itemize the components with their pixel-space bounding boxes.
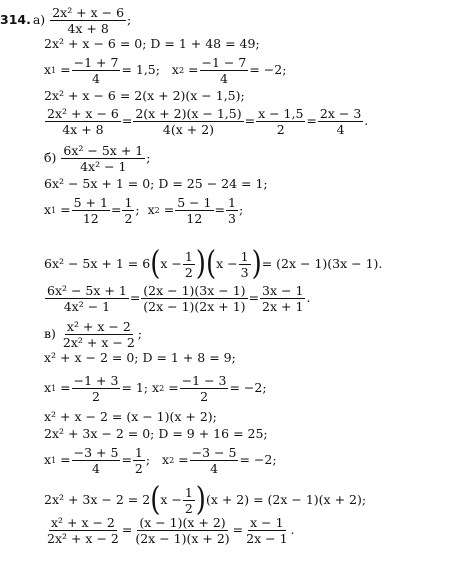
line-c-simplification: $\frac{\text{x² + x − 2}}{\text{2x² + x − 2}}$ = $\frac{(x - 1)(x + 2)}{(2x - 1)(x + 2)}$ = $\frac{x - 1}{2x - 1}$ . (47, 515, 295, 547)
line-b-equation: 6x² − 5x + 1 = 0; D = 25 − 24 = 1; (44, 176, 268, 191)
line-b-roots: x 1 = $\frac{5 + 1}{12}$ = $\frac{1}{2}$ ; x 2 = $\frac{5 - 1}{12}$ = $\frac{1}{3}$ ; (44, 195, 244, 227)
line-b-factorization: 6x² − 5x + 1 = 6 ( x − $\frac{1}{2}$ ) ( x − $\frac{1}{3}$ ) = (2x − 1)(3x − 1). (44, 245, 383, 283)
line-a-factorization: 2x² + x − 6 = 2(x + 2)(x − 1,5); (44, 88, 245, 103)
line-c-factorization: x² + x − 2 = (x − 1)(x + 2); (44, 409, 217, 424)
line-c-roots-2: x 1 = $\frac{-3 + 5}{4}$ = $\frac{1}{2}$ ; x 2 = $\frac{-3 - 5}{4}$ = −2; (44, 445, 277, 477)
part-c-label: в) (44, 326, 56, 342)
line-a-roots: x 1 = $\frac{-1 + 7}{4}$ = 1,5; x 2 = $\frac{-1 - 7}{4}$ = −2; (44, 55, 287, 87)
fraction: 2x² + x − 6 4x + 8 (52, 5, 125, 37)
part-a-label: а) (32, 12, 46, 28)
part-b-label: б) (44, 150, 57, 166)
line-c-equation-2: 2x² + 3x − 2 = 0; D = 9 + 16 = 25; (44, 426, 268, 441)
problem-number: 314. (0, 12, 31, 28)
line-b-simplification: $\frac{\text{6x² − 5x + 1}}{\text{4x² − 1}}$ = $\frac{(2x - 1)(3x - 1)}{(2x - 1)(2x + 1)}$ = $\frac{3x - 1}{2x + 1}$ . (47, 283, 311, 315)
line-a-simplification: $\frac{\text{2x² + x − 6}}{4x + 8}$ = $\frac{2(x + 2)(x - 1,5)}{4(x + 2)}$ = $\frac{x - 1,5}{2}$ = $\frac{2x - 3}{4}$ . (47, 106, 369, 138)
line-c-equation: x² + x − 2 = 0; D = 1 + 8 = 9; (44, 350, 236, 365)
line-a-equation: 2x² + x − 6 = 0; D = 1 + 48 = 49; (44, 36, 260, 51)
line-c-expression: в) x² + x − 2 2x² + x − 2 ; (44, 319, 142, 351)
line-c-roots: x 1 = $\frac{-1 + 3}{2}$ = 1; x 2 = $\frac{-1 - 3}{2}$ = −2; (44, 373, 267, 405)
line-c-factorization-2: 2x² + 3x − 2 = 2 ( x − $\frac{1}{2}$ ) (x + 2) = (2x − 1)(x + 2); (44, 481, 367, 519)
line-b-expression: б) 6x² − 5x + 1 4x² − 1 ; (44, 143, 151, 175)
line-a-expression: 314. а) 2x² + x − 6 4x + 8 ; (0, 5, 132, 37)
